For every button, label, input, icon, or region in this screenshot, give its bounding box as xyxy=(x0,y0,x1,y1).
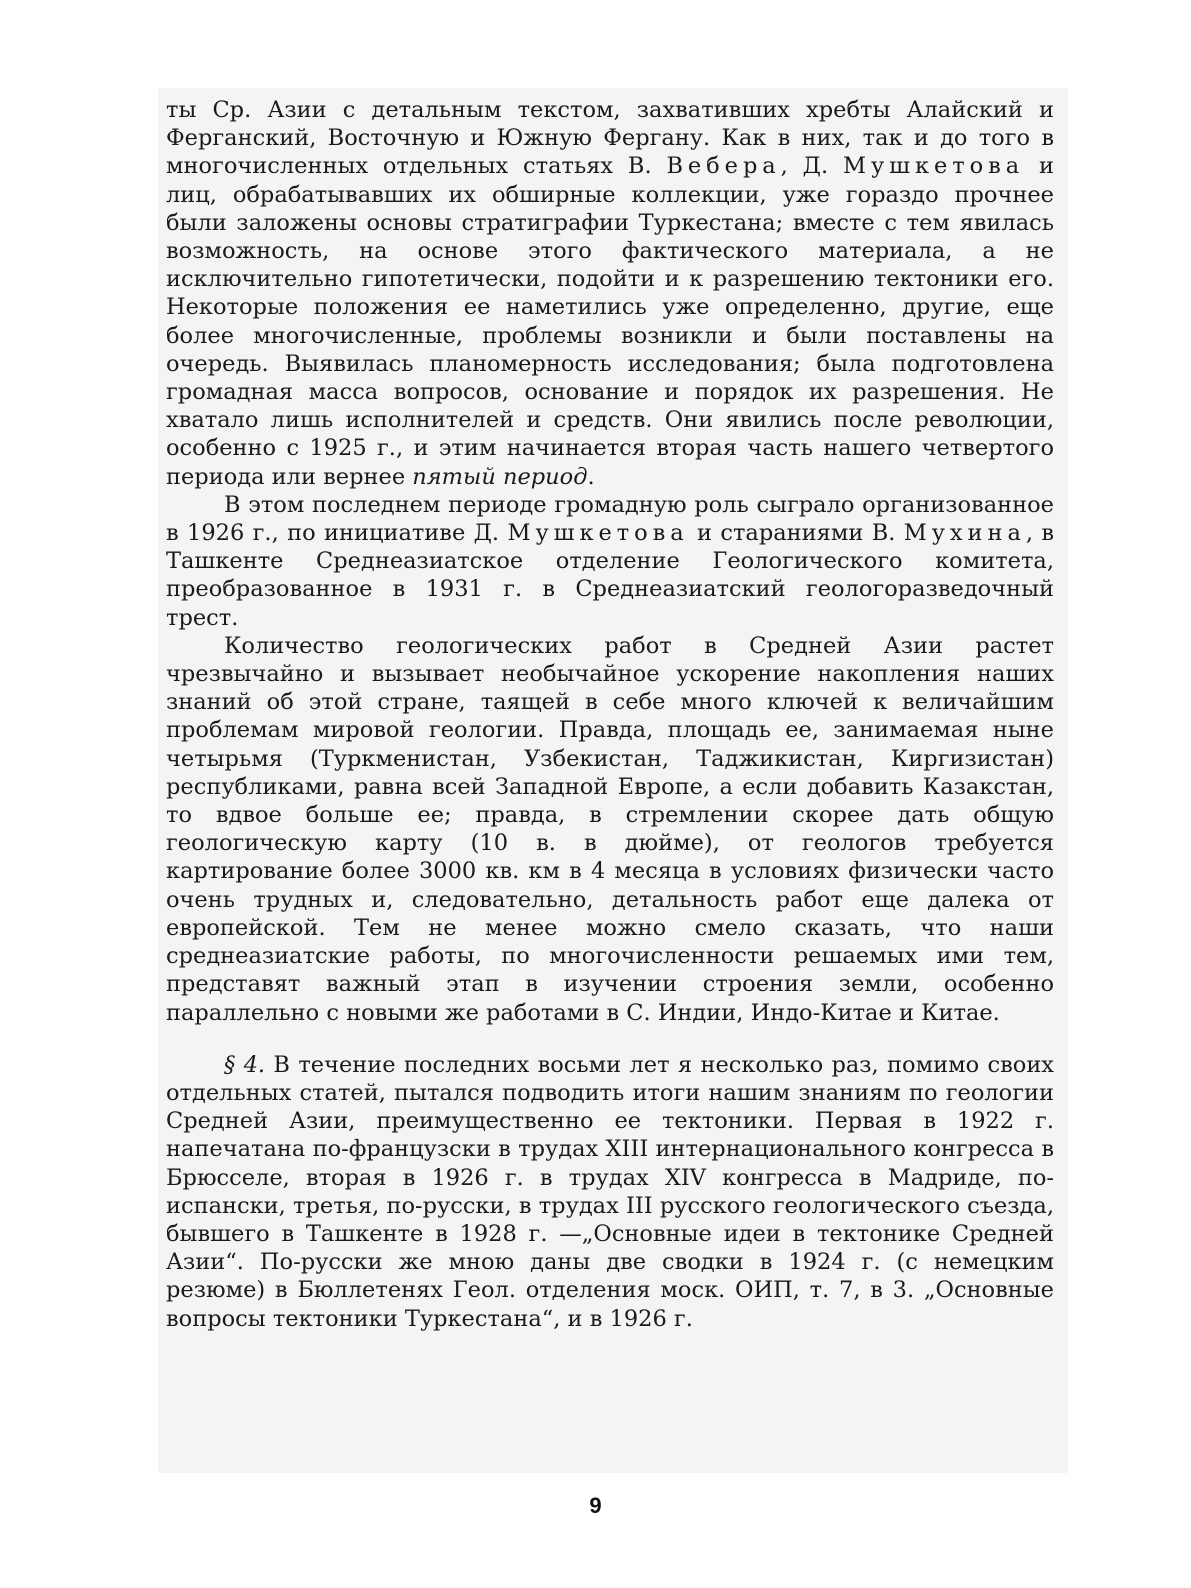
paragraph-1-text-d: . xyxy=(587,463,595,490)
italic-period-term: пятый период xyxy=(412,463,588,490)
paragraph-2-text-b: и стараниями В. xyxy=(688,520,904,547)
paragraph-2-text-a: В этом последнем периоде громадную роль сыграло организованное в 1926 г., по инициативе Д. xyxy=(166,491,1054,547)
author-name-mushketov: Мушкетова xyxy=(842,153,1025,180)
paragraph-3-text: Количество геологических работ в Средней Азии растет чрезвычайно и вызывает необычайное ускорение накопления наших знаний об этой стране, таящей в себе много ключей к величайшим проблемам мировой геологии. Правда, площадь ее, занимаемая ныне четырьмя (Туркменистан, Узбекистан, Таджикистан, Киргизистан) республиками, равна всей Западной Европе, а если добавить Казакстан, то вдвое больше ее; правда, в стремлении скорее дать общую геологическую карту (10 в. в дюйме), от геологов требуется картирование более 3000 кв. км в 4 месяца в условиях физически часто очень трудных и, следовательно, детальность работ еще далека от европейской. Тем не менее можно смело сказать, что наши среднеазиатские работы, по многочисленности решаемых ими тем, представят важный этап в изучении строения земли, особенно параллельно с новыми же работами в С. Индии, Индо-Китае и Китае. xyxy=(166,632,1054,1026)
paragraph-3 xyxy=(166,632,1054,1027)
author-name-weber: Вебера xyxy=(666,153,781,180)
body-text xyxy=(166,96,1054,1333)
paragraph-2-text-c: , в Ташкенте Среднеазиатское отделение Геологического комитета, преобразованное в 1931 г. в Среднеазиатский геологоразведочный трест. xyxy=(166,520,1054,631)
paragraph-1-text-a: ты Ср. Азии с детальным текстом, захвативших хребты Алайский и Ферганский, Восточную и Южную Фергану. Как в них, так и до того в многочисленных отдельных статьях В. xyxy=(166,97,1054,180)
page-number: 9 xyxy=(589,1493,602,1518)
author-name-mukhin: Мухина xyxy=(903,520,1026,547)
paragraph-4-text: В течение последних восьми лет я несколько раз, помимо своих отдельных статей, пытался подводить итоги нашим знаниям по геологии Средней Азии, преимущественно ее тектоники. Первая в 1922 г. напечатана по-французски в трудах XIII интернационального конгресса в Брюсселе, вторая в 1926 г. в трудах XIV конгресса в Мадриде, по-испански, третья, по-русски, в трудах III русского геологического съезда, бывшего в Ташкенте в 1928 г. —„Основные идеи в тектонике Средней Азии“. По-русски же мною даны две сводки в 1924 г. (с немецким резюме) в Бюллетенях Геол. отделения моск. ОИП, т. 7, в 3. „Основные вопросы тектоники Туркестана“, и в 1926 г. xyxy=(166,1051,1055,1332)
paragraph-2 xyxy=(166,491,1054,632)
paragraph-1-text-b: , Д. xyxy=(780,153,843,180)
paragraph-1 xyxy=(166,96,1054,491)
paragraph-4 xyxy=(166,1051,1054,1333)
author-name-mushketov-2: Мушкетова xyxy=(507,520,689,547)
section-marker: § 4. xyxy=(224,1051,266,1078)
paragraph-1-text-c: и лиц, обрабатывавших их обширные коллекции, уже гораздо прочнее были заложены основы стратиграфии Туркестана; вместе с тем явилась возможность, на основе этого фактического материала, а не исключительно гипотетически, подойти и к разрешению тектоники его. Некоторые положения ее наметились уже определенно, другие, еще более многочисленные, проблемы возникли и были поставлены на очередь. Выявилась планомерность исследования; была подготовлена громадная масса вопросов, основание и порядок их разрешения. Не хватало лишь исполнителей и средств. Они явились после революции, особенно с 1925 г., и этим начинается вторая часть нашего четвертого периода или вернее xyxy=(166,153,1054,490)
